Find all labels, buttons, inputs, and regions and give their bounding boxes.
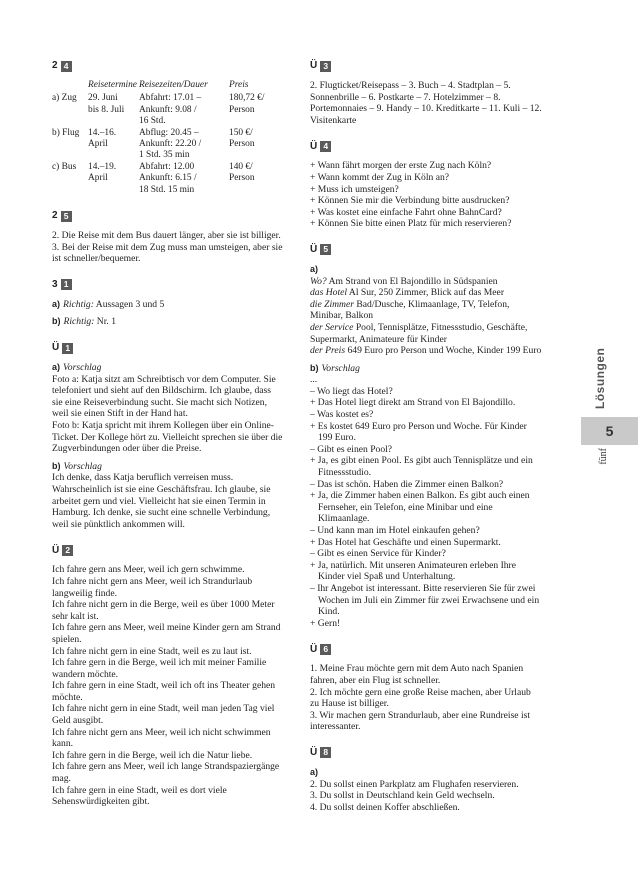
answer-list xyxy=(52,564,284,807)
subtask-label: a) xyxy=(310,766,319,777)
text-line: ... xyxy=(310,374,318,386)
answer-line: 2. Die Reise mit dem Bus dauert länger, aber sie ist billiger. xyxy=(52,230,281,242)
section-2-5 xyxy=(52,210,284,265)
info-key: Wo? xyxy=(310,275,327,287)
section-header xyxy=(310,244,542,256)
text-line: + Das Hotel hat Geschäfte und einen Supermarkt. xyxy=(310,536,501,548)
subtask-label: b) xyxy=(52,316,61,327)
section-header xyxy=(310,643,542,655)
table-header: Reisetermine xyxy=(88,80,137,90)
text-line: – Und kann man im Hotel einkaufen gehen? xyxy=(310,525,480,536)
section-number-badge: 1 xyxy=(62,343,73,354)
left-column xyxy=(52,60,284,822)
info-key: das Hotel xyxy=(310,287,348,299)
table-cell: 14.–19. April xyxy=(88,161,117,184)
info-line xyxy=(310,299,542,322)
text-line: + Muss ich umsteigen? xyxy=(310,183,399,195)
section-number-badge: 4 xyxy=(320,141,331,152)
answer-text: Nr. 1 xyxy=(94,316,116,328)
table-header xyxy=(52,80,88,93)
section-prefix: Ü xyxy=(310,643,318,655)
section-header xyxy=(52,279,284,291)
section-prefix: 2 xyxy=(52,60,58,72)
answer-line: 3. Bei der Reise mit dem Zug muss man umsteigen, aber sie ist schneller/bequemer. xyxy=(52,241,283,265)
text-line: + Wann fährt morgen der erste Zug nach Köln? xyxy=(310,160,492,172)
section-number-badge: 4 xyxy=(61,61,72,72)
travel-table xyxy=(52,80,279,196)
subtask-label: a) xyxy=(52,298,61,309)
text-line: 1. Meine Frau möchte gern mit dem Auto nach Spanien fahren, aber ein Flug ist schneller. xyxy=(310,663,524,686)
suggestion-label: Vorschlag xyxy=(63,362,102,374)
table-cell: a) Zug xyxy=(52,93,77,104)
subtask-label: b) xyxy=(52,460,61,471)
section-prefix: 2 xyxy=(52,210,58,222)
answer-a xyxy=(52,299,284,311)
text-line: 3. Du sollst in Deutschland kein Geld wechseln. xyxy=(310,790,495,802)
page-number-word: fünf xyxy=(598,448,609,465)
section-u-5 xyxy=(310,244,542,629)
text-line: Ich fahre gern in eine Stadt, weil es dort viele Sehenswürdigkeiten gibt. xyxy=(52,784,227,808)
text-line: + Können Sie bitte einen Platz für mich reservieren? xyxy=(310,218,512,230)
table-header: Preis xyxy=(229,80,249,90)
table-row xyxy=(52,162,279,196)
text-line: Ich fahre nicht gern ans Meer, weil ich Strandurlaub langweilig finde. xyxy=(52,575,253,599)
section-header xyxy=(310,140,542,152)
section-header xyxy=(52,544,284,556)
subtask-b-heading xyxy=(52,461,284,473)
text-line: + Gern! xyxy=(310,617,341,629)
section-number-badge: 6 xyxy=(320,644,331,655)
text-line: – Was kostet es? xyxy=(310,409,374,421)
answer-paragraph: Ich denke, dass Katja beruflich verreisen muss. Wahrscheinlich ist sie eine Geschäftsfrau. Ich glaube, sie arbeitet gern und viel. Vielleicht hat sie einen Termin in Hamburg. Ich denke, sie sucht eine schnelle Verbindung, weil sie pünktlich ankommen will. xyxy=(52,472,271,530)
table-cell: 180,72 €/ Person xyxy=(229,93,265,115)
chapter-number: 5 xyxy=(605,423,614,439)
text-line: Ich fahre gern in die Berge, weil ich mit meiner Familie wandern möchte. xyxy=(52,657,267,680)
info-value: Am Strand von El Bajondillo in Südspanien xyxy=(326,275,498,287)
section-header xyxy=(310,747,542,759)
section-prefix: Ü xyxy=(310,60,318,72)
text-line: Ich fahre gern in die Berge, weil ich die Natur liebe. xyxy=(52,749,253,761)
text-line: + Das Hotel liegt direkt am Strand von El Bajondillo. xyxy=(310,397,516,409)
solutions-label: Lösungen xyxy=(593,347,607,409)
text-line: + Wann kommt der Zug in Köln an? xyxy=(310,171,450,183)
subtask-label: a) xyxy=(310,263,319,274)
section-u-8 xyxy=(310,747,542,813)
answer-list xyxy=(310,779,542,814)
section-number-badge: 5 xyxy=(61,211,72,222)
section-header xyxy=(310,60,542,72)
table-cell: 14.–16. April xyxy=(88,127,117,150)
section-number-badge: 2 xyxy=(62,545,73,556)
section-prefix: Ü xyxy=(310,244,318,256)
text-line: Ich fahre gern ans Meer, weil meine Kinder gern am Strand spielen. xyxy=(52,622,281,645)
table-row xyxy=(52,93,279,127)
answer-keyword: Richtig: xyxy=(63,298,94,310)
text-line: – Das ist schön. Haben die Zimmer einen Balkon? xyxy=(310,478,504,490)
text-line: + Ja, es gibt einen Pool. Es gibt auch Tennisplätze und ein Fitnessstudio. xyxy=(310,455,533,479)
subtask-a-heading xyxy=(52,362,284,374)
info-line xyxy=(310,345,542,357)
table-cell: Abfahrt: 12.00 Ankunft: 6.15 / 18 Std. 15 min xyxy=(139,161,197,195)
section-u-1 xyxy=(52,342,284,530)
text-line: 4. Du sollst deinen Koffer abschließen. xyxy=(310,801,460,813)
text-line: – Gibt es einen Service für Kinder? xyxy=(310,548,446,560)
section-header xyxy=(52,342,284,354)
section-u-2 xyxy=(52,544,284,807)
text-line: Ich fahre nicht gern in eine Stadt, weil man jeden Tag viel Geld ausgibt. xyxy=(52,703,275,727)
table-cell: 29. Juni bis 8. Juli xyxy=(88,93,125,115)
text-line: 2. Du sollst einen Parkplatz am Flughafen reservieren. xyxy=(310,778,519,790)
answer-paragraph: Foto b: Katja spricht mit ihrem Kollegen über ein Online-Ticket. Der Kollege hört zu. Vielleicht sprechen sie über die Zugverbindungen oder über die Preise. xyxy=(52,420,283,455)
section-2-4 xyxy=(52,60,284,196)
question-list xyxy=(310,160,542,230)
suggestion-label: Vorschlag xyxy=(321,362,360,374)
info-value: Al Sur, 250 Zimmer, Blick auf das Meer xyxy=(347,287,505,299)
table-cell: Abfahrt: 17.01 – Ankunft: 9.08 / 16 Std. xyxy=(139,93,202,127)
section-u-4 xyxy=(310,140,542,230)
text-line: 2. Ich möchte gern eine große Reise machen, aber Urlaub zu Hause ist billiger. xyxy=(310,686,531,710)
table-cell: c) Bus xyxy=(52,161,77,172)
section-header xyxy=(52,60,284,72)
text-line: Ich fahre nicht gern in eine Stadt, weil es zu laut ist. xyxy=(52,645,252,657)
text-line: Ich fahre gern ans Meer, weil ich gern schwimme. xyxy=(52,564,245,576)
info-line xyxy=(310,276,542,288)
text-line: Ich fahre gern in eine Stadt, weil ich oft ins Theater gehen möchte. xyxy=(52,680,276,703)
table-cell: b) Flug xyxy=(52,127,80,138)
table-cell: 150 €/ Person xyxy=(229,127,255,150)
section-number-badge: 1 xyxy=(61,279,72,290)
info-key: der Preis xyxy=(310,345,346,357)
text-line: Ich fahre gern ans Meer, weil ich lange Strandspaziergänge mag. xyxy=(52,761,280,785)
table-cell: 140 €/ Person xyxy=(229,161,255,184)
suggestion-label: Vorschlag xyxy=(63,460,102,472)
section-3-1 xyxy=(52,279,284,328)
chapter-side-tab xyxy=(581,333,638,478)
section-number-badge: 3 xyxy=(320,61,331,72)
section-prefix: Ü xyxy=(310,140,318,152)
info-value: 649 Euro pro Person und Woche, Kinder 199 Euro xyxy=(345,345,542,357)
section-prefix: Ü xyxy=(52,544,60,556)
answer-text: Aussagen 3 und 5 xyxy=(93,298,165,310)
answer-keyword: Richtig: xyxy=(63,316,95,328)
section-number-badge: 5 xyxy=(320,244,331,255)
text-line: + Ja, die Zimmer haben einen Balkon. Es gibt auch einen Fernseher, ein Telefon, eine Minibar und eine Klimaanlage. xyxy=(310,490,530,525)
section-number-badge: 8 xyxy=(320,747,331,758)
info-key: die Zimmer xyxy=(310,298,354,310)
answer-list xyxy=(310,663,542,733)
text-line: + Es kostet 649 Euro pro Person und Woche. Für Kinder 199 Euro. xyxy=(310,420,527,444)
text-line: + Was kostet eine einfache Fahrt ohne BahnCard? xyxy=(310,206,502,218)
text-line: 3. Wir machen gern Strandurlaub, aber eine Rundreise ist interessanter. xyxy=(310,709,531,733)
info-key: der Service xyxy=(310,321,354,333)
subtask-b-heading xyxy=(310,363,542,375)
section-u-3 xyxy=(310,60,542,126)
dialog-list xyxy=(310,374,542,629)
text-line: + Ja, natürlich. Mit unseren Animateuren erleben Ihre Kinder viel Spaß und Unterhaltung. xyxy=(310,559,517,583)
text-line: Ich fahre nicht gern ans Meer, weil ich nicht schwimmen kann. xyxy=(52,726,271,750)
text-line: + Können Sie mir die Verbindung bitte ausdrucken? xyxy=(310,195,510,207)
text-line: – Ihr Angebot ist interessant. Bitte reservieren Sie für zwei Wochen im Juli ein Zimmer für zwei Erwachsene und ein Kind. xyxy=(310,582,540,618)
text-line: Ich fahre nicht gern in die Berge, weil es über 1000 Meter sehr kalt ist. xyxy=(52,599,275,622)
info-line xyxy=(310,322,542,345)
text-line: – Gibt es einen Pool? xyxy=(310,443,393,455)
answer-b xyxy=(52,316,284,328)
right-column xyxy=(310,60,542,827)
info-line xyxy=(310,287,542,299)
subtask-label: b) xyxy=(310,362,319,373)
table-cell: Abflug: 20.45 – Ankunft: 22.20 / 1 Std. 35 min xyxy=(139,127,202,161)
section-u-6 xyxy=(310,643,542,733)
answer-paragraph: Foto a: Katja sitzt am Schreibtisch vor dem Computer. Sie telefoniert und sieht auf den Bildschirm. Ich glaube, dass sie eine Reiseverbindung sucht. Sie macht sich Notizen, weil sie einen Stift in der Hand hat. xyxy=(52,373,276,420)
section-prefix: Ü xyxy=(310,747,318,759)
answer-paragraph: 2. Flugticket/Reisepass – 3. Buch – 4. Stadtplan – 5. Sonnenbrille – 6. Postkarte – 7. Hotelzimmer – 8. Portemonnaies – 9. Handy – 10. Kreditkarte – 11. Kuli – 12. Visitenkarte xyxy=(310,80,542,126)
section-prefix: Ü xyxy=(52,342,60,354)
section-header xyxy=(52,210,284,222)
info-value: Bad/Dusche, Klimaanlage, TV, Telefon, Minibar, Balkon xyxy=(310,298,510,322)
table-row xyxy=(52,128,279,162)
text-line: – Wo liegt das Hotel? xyxy=(310,385,393,397)
info-value: Pool, Tennisplätze, Fitnessstudio, Geschäfte, Supermarkt, Animateure für Kinder xyxy=(310,321,528,345)
section-prefix: 3 xyxy=(52,279,58,291)
subtask-label: a) xyxy=(52,362,61,373)
table-header: Reisezeiten/Dauer xyxy=(139,80,208,90)
table-header-row xyxy=(52,80,279,93)
